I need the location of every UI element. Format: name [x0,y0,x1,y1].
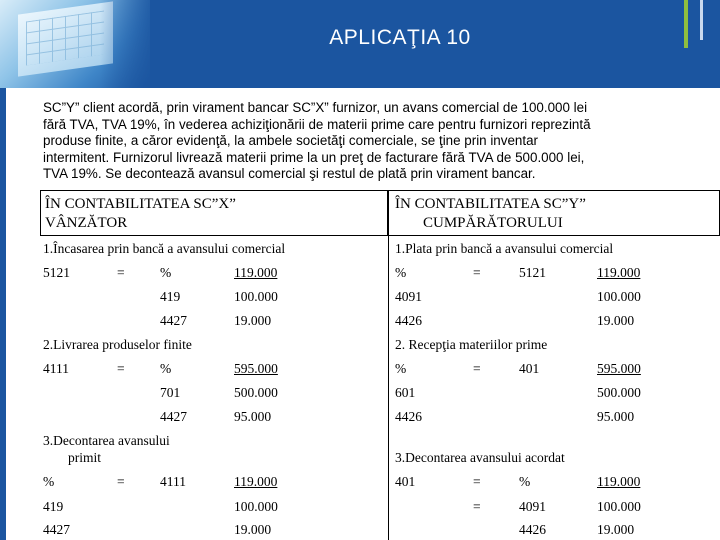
buyer-entry-2-amt: 500.000 [597,385,641,400]
seller-entry-3-pct: % [43,474,55,489]
seller-entry-1-acct: 419 [160,289,181,304]
buyer-entry-1-credit: 5121 [519,265,546,280]
buyer-entry-2-credit: 401 [519,361,540,376]
seller-entry-1-debit: 5121 [43,265,70,280]
statement-line: SC”Y” client acordă, prin virament bancar SC”X” furnizor, un avans comercial de 100.000 lei [43,100,588,115]
statement-line: fără TVA, TVA 19%, în vederea achiziţionării de materii prime care pentru furnizori reprezintă [43,116,591,132]
seller-entry-1-amt: 19.000 [234,313,272,328]
seller-entry-3-amt: 100.000 [234,499,278,514]
column-divider [388,236,389,540]
slide-header [0,0,720,88]
buyer-entry-2-amt: 95.000 [597,409,635,424]
buyer-entry-3-pct: % [519,474,531,489]
seller-entry-3-eq: = [117,474,125,489]
seller-entry-2-debit: 4111 [43,361,69,376]
buyer-entry-1-amt: 100.000 [597,289,641,304]
buyer-entry-3-eq: = [473,474,481,489]
buyer-entry-1-acct: 4091 [395,289,422,304]
buyer-heading-line2: CUMPĂRĂTORULUI [423,215,563,231]
seller-entry-3-credit: 4111 [160,474,186,489]
buyer-entry-2-eq: = [473,361,481,376]
header-accent-bar [684,0,688,48]
buyer-entry-1-title: 1.Plata prin bancă a avansului comercial [395,241,614,256]
buyer-entry-3-total: 119.000 [597,474,641,489]
seller-entry-2-pct: % [160,361,172,376]
buyer-entry-3-acct: 4091 [519,499,546,514]
buyer-heading-box [388,190,720,236]
seller-entry-1-amt: 100.000 [234,289,278,304]
seller-entry-2-total: 595.000 [234,361,278,376]
seller-entry-3-total: 119.000 [234,474,278,489]
seller-heading-box [40,190,388,236]
statement-line: produse finite, a căror evidenţă, la ambele societăţi comerciale, se ţine prin inventar [43,133,538,149]
seller-entry-2-amt: 500.000 [234,385,278,400]
statement-line: TVA 19%. Se decontează avansul comercial şi restul de plată prin virament bancar. [43,166,536,182]
buyer-entry-2-title: 2. Recepţia materiilor prime [395,337,548,352]
buyer-entry-2-acct: 4426 [395,409,422,424]
seller-heading-line2: VÂNZĂTOR [45,215,128,231]
buyer-entry-3-debit: 401 [395,474,416,489]
seller-entry-2-acct: 701 [160,385,181,400]
buyer-entry-2-pct: % [395,361,407,376]
problem-statement [43,100,713,183]
buyer-entry-1-total: 119.000 [597,265,641,280]
buyer-entry-2-total: 595.000 [597,361,641,376]
seller-entry-3-acct: 4427 [43,522,70,537]
seller-entry-2-acct: 4427 [160,409,187,424]
seller-entry-1-pct: % [160,265,172,280]
buyer-entry-1-amt: 19.000 [597,313,635,328]
header-accent-bar-light [700,0,703,40]
slide-title: APLICAŢIA 10 [329,26,471,49]
seller-entry-1-acct: 4427 [160,313,187,328]
seller-entry-3-title-cont: primit [68,450,101,465]
buyer-heading-line1: ÎN CONTABILITATEA SC”Y” [395,196,586,212]
buyer-entry-3-acct: 4426 [519,522,546,537]
buyer-entry-1-acct: 4426 [395,313,422,328]
buyer-entry-3-amt: 19.000 [597,522,635,537]
seller-entry-2-eq: = [117,361,125,376]
seller-entry-1-title: 1.Încasarea prin bancă a avansului comercial [43,241,286,256]
seller-entry-2-amt: 95.000 [234,409,272,424]
buyer-entry-2-acct: 601 [395,385,416,400]
buyer-entry-3-eq: = [473,499,481,514]
seller-heading-line1: ÎN CONTABILITATEA SC”X” [45,196,236,212]
seller-entry-1-eq: = [117,265,125,280]
seller-entry-3-acct: 419 [43,499,64,514]
statement-line: intermitent. Furnizorul livrează materii prime la un preţ de facturare fără TVA de 500.000 lei, [43,149,585,165]
seller-entry-3-title: 3.Decontarea avansului [43,433,170,448]
buyer-entry-3-title: 3.Decontarea avansului acordat [395,450,565,465]
header-screen-image [0,0,150,88]
buyer-entry-3-amt: 100.000 [597,499,641,514]
buyer-entry-1-pct: % [395,265,407,280]
buyer-entry-1-eq: = [473,265,481,280]
seller-entry-2-title: 2.Livrarea produselor finite [43,337,192,352]
seller-entry-1-total: 119.000 [234,265,278,280]
seller-entry-3-amt: 19.000 [234,522,272,537]
